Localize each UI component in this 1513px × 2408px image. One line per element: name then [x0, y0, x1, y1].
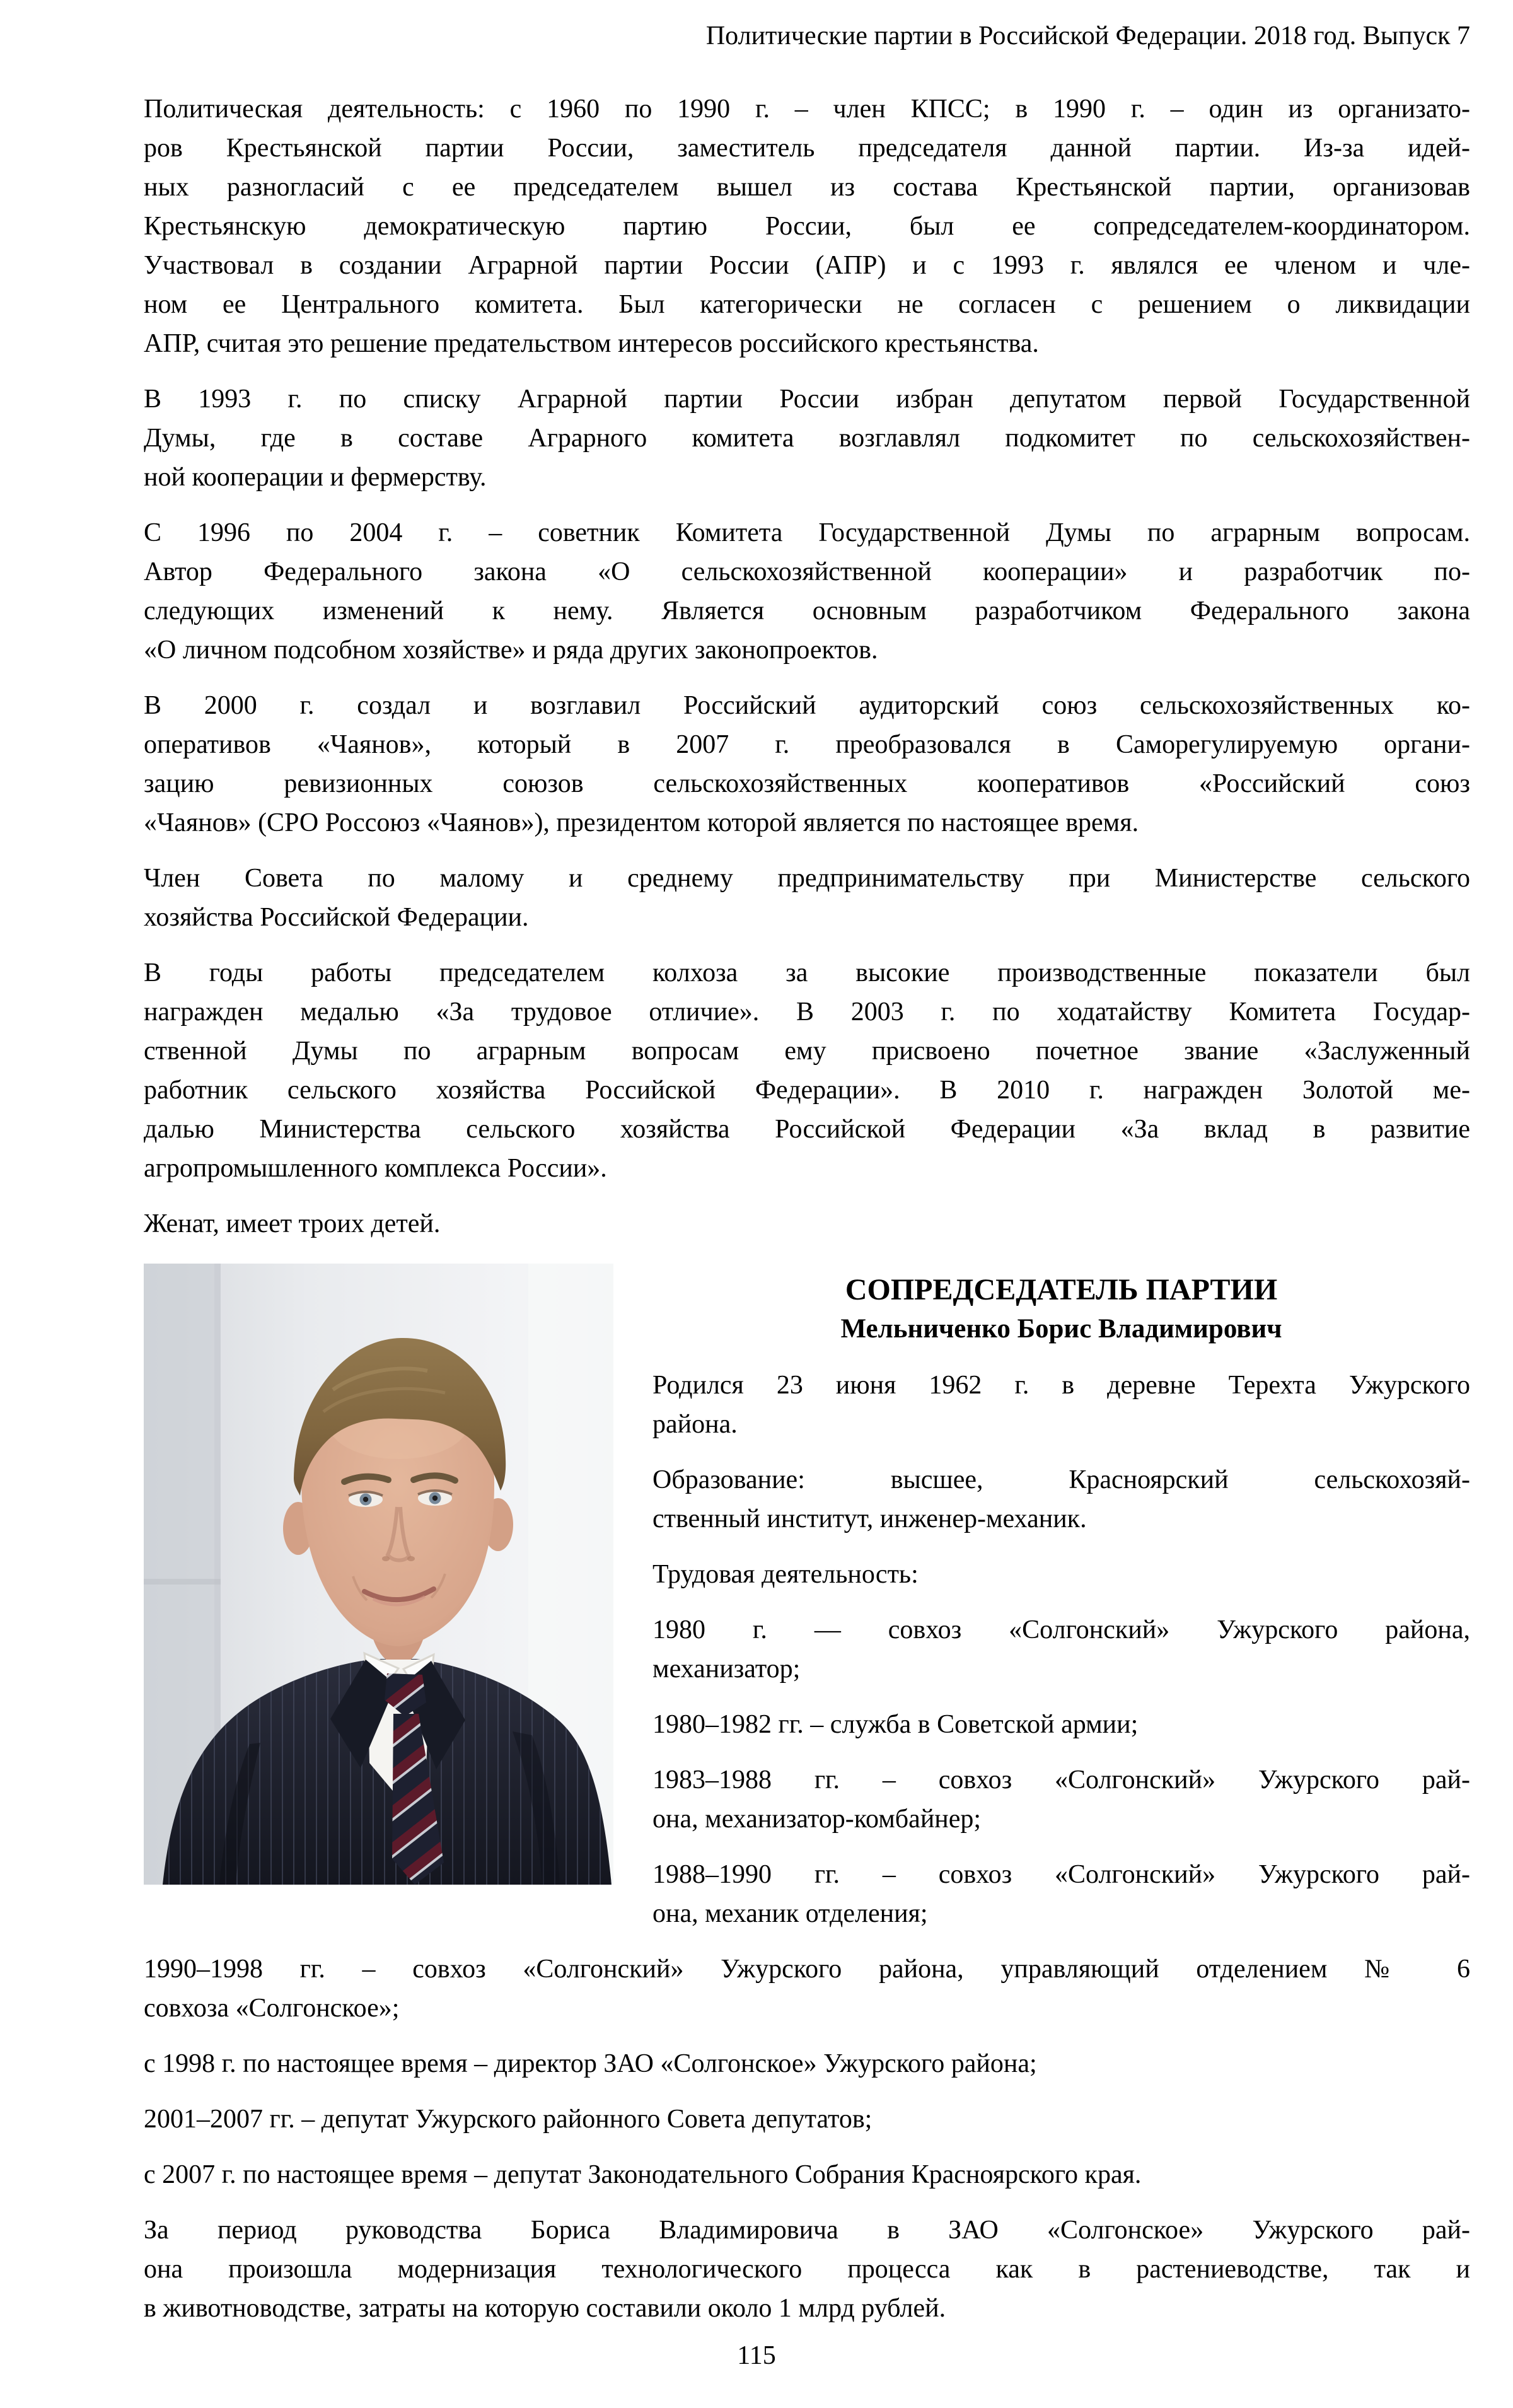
- profile-paragraph: Родился 23 июня 1962 г. в деревне Терехта Ужурского района.: [652, 1371, 1470, 1439]
- career-paragraph: с 1998 г. по настоящее время – директор ЗАО «Солгонское» Ужурского района;: [144, 2049, 1037, 2078]
- page-content: [144, 90, 1470, 2328]
- running-header: Политические партии в Российской Федерации. 2018 год. Выпуск 7: [705, 21, 1470, 50]
- career-paragraph: с 2007 г. по настоящее время – депутат Законодательного Собрания Красноярского края.: [144, 2160, 1142, 2189]
- biography-paragraph: Политическая деятельность: с 1960 по 1990 г. – член КПСС; в 1990 г. – один из организато- ров Крестьянской партии России, заместитель председателя данной партии. Из-за идей- ных разногласий с ее председателем вышел из состава Крестьянской партии, организовав Крестьянскую демократическую партию России, был ее сопредседателем-координатором. Участвовал в создании Аграрной партии России (АПР) и с 1993 г. являлся ее членом и чле- ном ее Центрального комитета. Был категорически не согласен с решением о ликвидации АПР, считая это решение предательством интересов российского крестьянства.: [144, 95, 1470, 358]
- biography-paragraph: С 1996 по 2004 г. – советник Комитета Государственной Думы по аграрным вопросам. Автор Федерального закона «О сельскохозяйственной кооперации» и разработчик по- следующих изменений к нему. Является основным разработчиком Федерального закона «О личном подсобном хозяйстве» и ряда других законопроектов.: [144, 518, 1470, 665]
- portrait-photo: [144, 1264, 613, 1885]
- profile-paragraph: Образование: высшее, Красноярский сельскохозяй- ственный институт, инженер-механик.: [652, 1465, 1470, 1533]
- section-title: СОПРЕДСЕДАТЕЛЬ ПАРТИИ: [845, 1273, 1278, 1306]
- career-paragraph: 1990–1998 гг. – совхоз «Солгонский» Ужурского района, управляющий отделением № 6 совхоза «Солгонское»;: [144, 1955, 1470, 2023]
- page-number: 115: [737, 2341, 776, 2370]
- biography-paragraph: Член Совета по малому и среднему предпринимательству при Министерстве сельского хозяйства Российской Федерации.: [144, 864, 1470, 932]
- profile-paragraph: 1980–1982 гг. – служба в Советской армии;: [652, 1710, 1139, 1739]
- career-paragraph: За период руководства Бориса Владимировича в ЗАО «Солгонское» Ужурского рай- она произошла модернизация технологического процесса как в растениеводстве, так и в животноводстве, затраты на которую составили около 1 млрд рублей.: [144, 2216, 1470, 2323]
- biography-paragraph: В годы работы председателем колхоза за высокие производственные показатели был награжден медалью «За трудовое отличие». В 2003 г. по ходатайству Комитета Государ- ственной Думы по аграрным вопросам ему присвоено почетное звание «Заслуженный работник сельского хозяйства Российской Федерации». В 2010 г. награжден Золотой ме- далью Министерства сельского хозяйства Российской Федерации «За вклад в развитие агропромышленного комплекса России».: [144, 958, 1470, 1183]
- profile-section: [144, 1264, 1470, 1933]
- biography-paragraph: В 2000 г. создал и возглавил Российский аудиторский союз сельскохозяйственных ко- оперативов «Чаянов», который в 2007 г. преобразовался в Саморегулируемую органи- зацию ревизионных союзов сельскохозяйственных кооперативов «Российский союз «Чаянов» (СРО Россоюз «Чаянов»), президентом которой является по настоящее время.: [144, 691, 1470, 837]
- profile-paragraph: 1980 г. — совхоз «Солгонский» Ужурского района, механизатор;: [652, 1615, 1470, 1684]
- profile-paragraph: 1983–1988 гг. – совхоз «Солгонский» Ужурского рай- она, механизатор-комбайнер;: [652, 1765, 1470, 1834]
- profile-column: [652, 1264, 1470, 1933]
- portrait-photo-figure: [144, 1264, 613, 1885]
- profile-paragraph: Трудовая деятельность:: [652, 1560, 919, 1589]
- person-name: Мельниченко Борис Владимирович: [840, 1314, 1282, 1344]
- profile-paragraph: 1988–1990 гг. – совхоз «Солгонский» Ужурского рай- она, механик отделения;: [652, 1860, 1470, 1928]
- biography-paragraph: Женат, имеет троих детей.: [144, 1209, 441, 1238]
- biography-paragraph: В 1993 г. по списку Аграрной партии России избран депутатом первой Государственной Думы, где в составе Аграрного комитета возглавлял подкомитет по сельскохозяйствен- ной кооперации и фермерству.: [144, 385, 1470, 492]
- career-paragraph: 2001–2007 гг. – депутат Ужурского районного Совета депутатов;: [144, 2105, 872, 2134]
